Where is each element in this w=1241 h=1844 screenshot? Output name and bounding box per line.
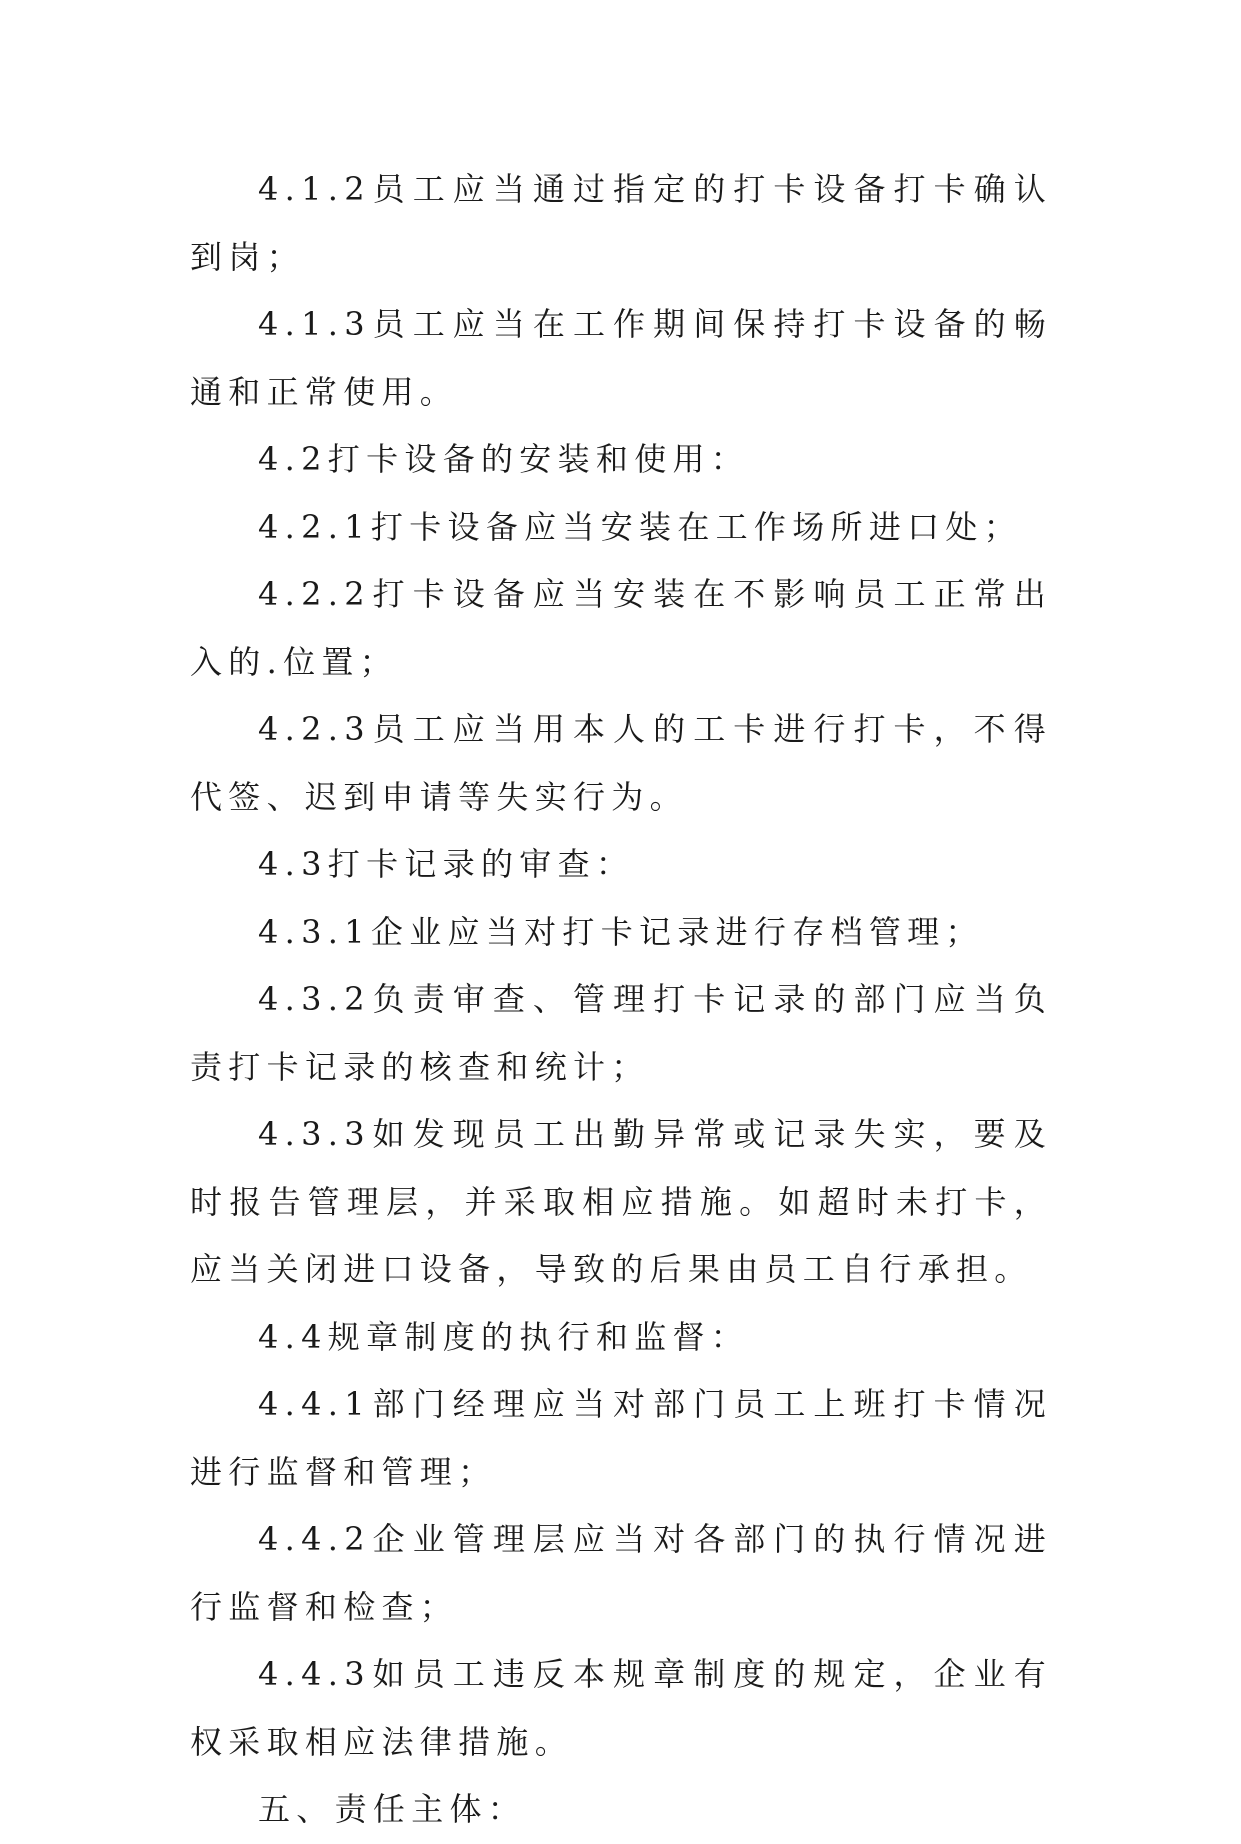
paragraph-4-2-3: 4.2.3员工应当用本人的工卡进行打卡，不得代签、迟到申请等失实行为。 <box>190 710 1052 816</box>
paragraph-4-2-2: 4.2.2打卡设备应当安装在不影响员工正常出入的.位置； <box>190 575 1052 681</box>
paragraph-4-1-3: 4.1.3员工应当在工作期间保持打卡设备的畅通和正常使用。 <box>190 305 1052 411</box>
paragraph-4-3-2: 4.3.2负责审查、管理打卡记录的部门应当负责打卡记录的核查和统计； <box>190 980 1052 1086</box>
paragraph-4-2-1: 4.2.1打卡设备应当安装在工作场所进口处； <box>258 507 1023 546</box>
section-heading-5: 五、责任主体： <box>258 1790 527 1828</box>
section-heading-4-3: 4.3打卡记录的审查： <box>258 845 635 883</box>
paragraph-4-1-2: 4.1.2员工应当通过指定的打卡设备打卡确认到岗； <box>190 170 1052 276</box>
paragraph-4-4-1: 4.4.1部门经理应当对部门员工上班打卡情况进行监督和管理； <box>190 1385 1052 1491</box>
paragraph-4-3-1: 4.3.1企业应当对打卡记录进行存档管理； <box>258 912 984 951</box>
paragraph-4-4-3: 4.4.3如员工违反本规章制度的规定，企业有权采取相应法律措施。 <box>190 1655 1052 1761</box>
paragraph-4-3-3: 4.3.3如发现员工出勤异常或记录失实，要及时报告管理层，并采取相应措施。如超时未打卡，应当关闭进口设备，导致的后果由员工自行承担。 <box>190 1115 1052 1288</box>
section-heading-4-4: 4.4规章制度的执行和监督： <box>258 1317 750 1356</box>
paragraph-4-4-2: 4.4.2企业管理层应当对各部门的执行情况进行监督和检查； <box>190 1520 1052 1626</box>
document-body <box>190 156 1052 1844</box>
section-heading-4-2: 4.2打卡设备的安装和使用： <box>258 440 750 478</box>
